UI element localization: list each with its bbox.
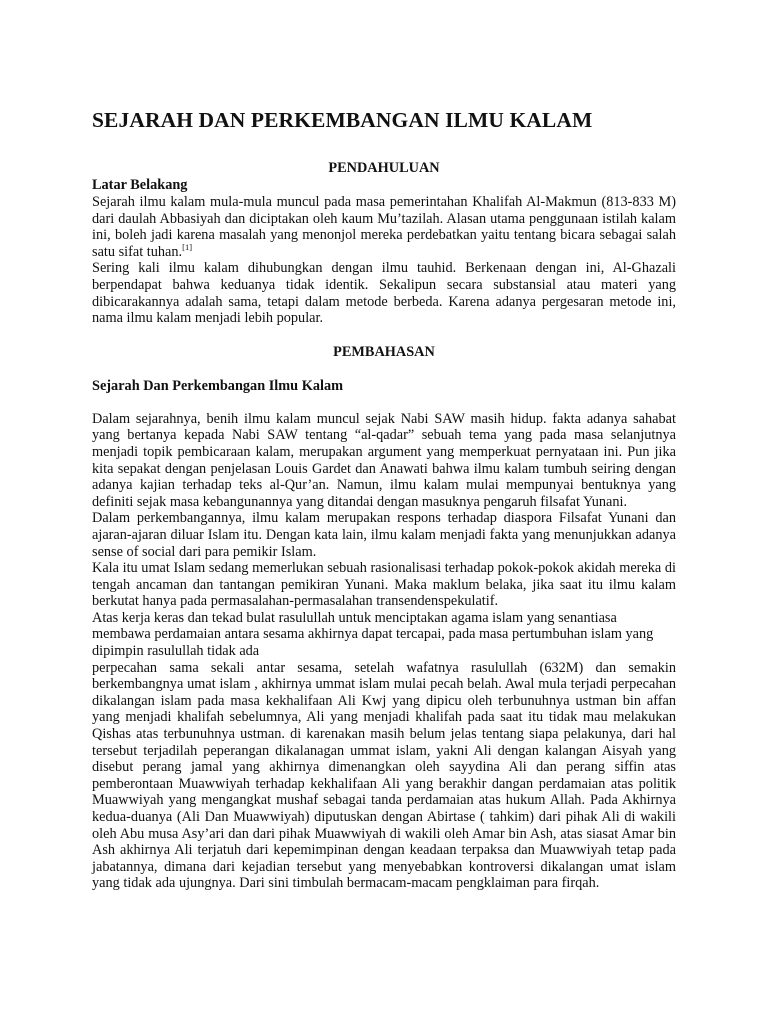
paragraph-intro-2: Sering kali ilmu kalam dihubungkan dengan ilmu tauhid. Berkenaan dengan ini, Al-Ghazali berpendapat bahwa keduanya tidak identik. Sekalipun secara substansial atau materi yang dibicarakannya adalah sama, tetapi dalam metode berbeda. Karena adanya pergesaran metode ini, nama ilmu kalam menjadi lebih popular. [92,260,676,327]
paragraph-body-3: Kala itu umat Islam sedang memerlukan sebuah rasionalisasi terhadap pokok-pokok akidah mereka di tengah ancaman dan tantangan pemikiran Yunani. Maka maklum belaka, jika saat itu ilmu kalam berkutat hanya pada permasalahan-permasalahan transendenspekulatif. [92,560,676,610]
paragraph-body-2: Dalam perkembangannya, ilmu kalam merupakan respons terhadap diaspora Filsafat Yunani dan ajaran-ajaran diluar Islam itu. Dengan kata lain, ilmu kalam menjadi fakta yang menunjukkan adanya sense of social dari para pemikir Islam. [92,510,676,560]
subsection-heading-sejarah: Sejarah Dan Perkembangan Ilmu Kalam [92,377,343,394]
document-title: SEJARAH DAN PERKEMBANGAN ILMU KALAM [92,108,593,132]
spacer [92,361,676,378]
footnote-reference[interactable]: [1] [182,242,193,253]
spacer [92,395,676,411]
spacer [92,327,676,344]
subsection-heading-latar-belakang: Latar Belakang [92,177,188,193]
paragraph-intro-1 [92,194,676,260]
paragraph-body-5: perpecahan sama sekali antar sesama, setelah wafatnya rasulullah (632M) dan semakin berkembangnya umat islam , akhirnya ummat islam mulai pecah belah. Awal mula terjadi perpecahan dikalangan islam pada masa kekhalifaan Ali Kwj yang dipicu oleh terbunuhnya ustman bin affan yang menjadi khalifah sebelumnya, Ali yang menjadi khalifah pada saat itu tidak mau melakukan Qishas atas terbunuhnya ustman. di karenakan masih belum jelas tentang siapa pelakunya, dari hal tersebut terjadilah peperangan dikalanagan ummat islam, yakni Ali dengan kalangan Aisyah yang disebut perang jamal yang akhirnya dimenangkan oleh sayydina Ali dan perang siffin atas pemberontaan Muawwiyah terhadap kekhalifaan Ali yang berakhir dangan perdamaian atas politik Muawwiyah yang mengangkat mushaf sebagai tanda perdamaian atas hukum Allah. Pada Akhirnya kedua-duanya (Ali Dan Muawwiyah) diputuskan dengan Abirtase ( tahkim) dari pihak Ali di wakili oleh Abu musa Asy’ari dan dari pihak Muawwiyah di wakili oleh Amar bin Ash, atas siasat Amar bin Ash akhirnya Ali terjatuh dari kepemimpinan dengan keadaan terpaksa dan Muawwiyah tetap pada jabatannya, dimana dari kejadian tersebut yang menyebabkan kontroversi dikalangan umat islam yang tidak ada ujungnya. Dari sini timbulah bermacam-macam pengklaiman para firqah. [92,659,676,892]
paragraph-body-4: Atas kerja keras dan tekad bulat rasulullah untuk menciptakan agama islam yang senantiasa membawa perdamaian antara sesama akhirnya dapat tercapai, pada masa pertumbuhan islam yang dipimpin rasulullah tidak ada [92,609,654,660]
paragraph-body-1: Dalam sejarahnya, benih ilmu kalam muncul sejak Nabi SAW masih hidup. fakta adanya sahabat yang bertanya kepada Nabi SAW tentang “al-qadar” sebuah tema yang pada masa selanjutnya menjadi topik pembicaraan kalam, merupakan argument yang memperkuat pernyataan ini. Pun jika kita sepakat dengan penjelasan Louis Gardet dan Anawati bahwa ilmu kalam tumbuh seiring dengan adanya kajian terhadap teks al-Qur’an. Namun, ilmu kalam mulai mempunyai bentuknya yang definiti sejak masa kebangunannya yang ditandai dengan masuknya pengaruh filsafat Yunani. [92,410,676,510]
section-heading-pendahuluan: PENDAHULUAN [328,160,440,176]
paragraph-intro-1-text: Sejarah ilmu kalam mula-mula muncul pada masa pemerintahan Khalifah Al-Makmun (813-833 M) dari daulah Abbasiyah dan diciptakan oleh kaum Mu’tazilah. Alasan utama penggunaan istilah kalam ini, boleh jadi karena masalah yang menonjol mereka perdebatkan yaitu tentang bicara sebagai salah satu sifat tuhan. [92,194,676,260]
section-heading-pembahasan: PEMBAHASAN [333,343,435,360]
